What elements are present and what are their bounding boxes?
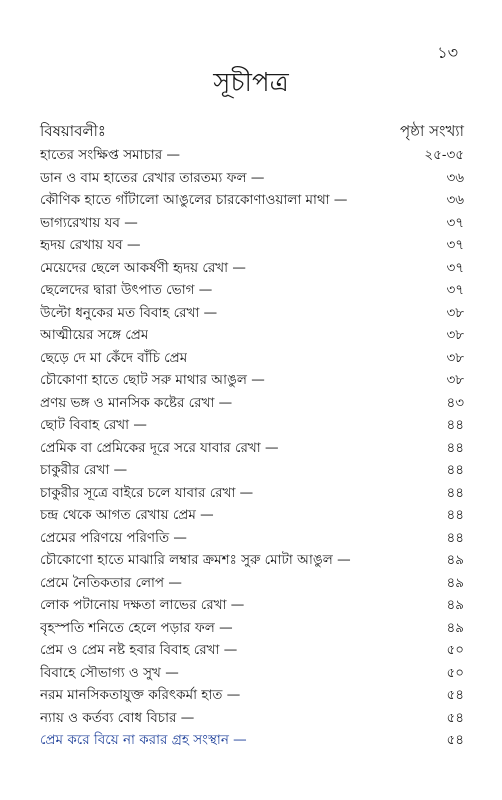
topics-header: বিষয়াবলীঃ — [40, 122, 106, 140]
entry-page: ৪৪ — [446, 507, 464, 523]
entry-label: মেয়েদের ছেলে আকর্ষণী হৃদয় রেখা — — [40, 259, 246, 276]
entry-page: ৫৪ — [446, 709, 464, 726]
entry-page: ৫০ — [446, 642, 464, 658]
entry-label: হৃদয় রেখায় যব — — [40, 237, 141, 253]
entry-page: ৩৭ — [446, 237, 464, 253]
list-item — [40, 257, 464, 280]
entry-label: প্রেমে নৈতিকতার লোপ — — [40, 574, 182, 591]
entry-label: আত্মীয়ের সঙ্গে প্রেম — [40, 327, 149, 343]
entry-page: ৩৮ — [446, 372, 464, 388]
list-item — [40, 347, 464, 370]
list-item — [40, 324, 464, 347]
list-item — [40, 482, 464, 505]
entry-page: ৩৬ — [446, 169, 464, 186]
page-count-header: পৃষ্ঠা সংখ্যা — [400, 122, 464, 140]
list-item — [40, 617, 464, 640]
entry-label: চাকুরীর রেখা — — [40, 462, 128, 478]
entry-page: ৫৪ — [446, 732, 464, 748]
entry-page: ৩৮ — [446, 327, 464, 343]
list-item — [40, 459, 464, 482]
list-item — [40, 527, 464, 550]
entry-page: ৪৯ — [446, 574, 464, 591]
entry-page: ৩৭ — [446, 282, 464, 298]
list-item — [40, 234, 464, 257]
list-item — [40, 594, 464, 617]
entry-page: ৪৯ — [446, 552, 464, 568]
entry-label: ডান ও বাম হাতের রেখার তারতম্য ফল — — [40, 169, 265, 186]
entry-label: প্রেমিক বা প্রেমিকের দূরে সরে যাবার রেখা — — [40, 439, 279, 456]
entry-label: চন্দ্র থেকে আগত রেখায় প্রেম — — [40, 507, 214, 523]
entry-page: ৪৪ — [446, 439, 464, 456]
entry-label: লোক পটানোয় দক্ষতা লাভের রেখা — — [40, 597, 245, 613]
entry-page: ৪৪ — [446, 529, 464, 546]
entry-page: ৪৪ — [446, 462, 464, 478]
list-item — [40, 684, 464, 707]
entry-label: নরম মানসিকতাযুক্ত করিৎকর্মা হাত — — [40, 687, 241, 703]
column-headers — [40, 120, 464, 145]
entry-page: ৩৬ — [446, 192, 464, 208]
entry-label: প্রণয় ভঙ্গ ও মানসিক কষ্টের রেখা — — [40, 394, 233, 411]
entry-page: ৪৯ — [446, 619, 464, 636]
entry-label: চাকুরীর সূত্রে বাইরে চলে যাবার রেখা — — [40, 484, 254, 501]
entry-page: ৩৭ — [446, 259, 464, 276]
page-title: সূচীপত্র — [213, 68, 289, 98]
list-item — [40, 707, 464, 730]
entry-label: চৌকোণো হাতে মাঝারি লম্বার ক্রমশঃ সুরু মোটা আঙুল — — [40, 552, 351, 568]
list-item — [40, 414, 464, 437]
list-item — [40, 639, 464, 662]
entry-label: প্রেম করে বিয়ে না করার গ্রহ সংস্থান — — [40, 732, 247, 748]
entry-label: কৌণিক হাতে গাঁটালো আঙুলের চারকোণাওয়ালা মাথা — — [40, 192, 348, 208]
list-item — [40, 212, 464, 235]
list-item — [40, 369, 464, 392]
list-item — [40, 279, 464, 302]
entry-page: ৩৭ — [446, 214, 464, 231]
page-number: ১৩ — [437, 43, 458, 62]
entry-label: বিবাহে সৌভাগ্য ও সুখ — — [40, 664, 179, 681]
list-item — [40, 504, 464, 527]
entry-page: ৪৯ — [446, 597, 464, 613]
entry-label: ছেলেদের দ্বারা উৎপাত ভোগ — — [40, 282, 213, 298]
list-item — [40, 144, 464, 167]
entry-page: ৪৩ — [446, 394, 464, 411]
entry-label: ছোট বিবাহ রেখা — — [40, 417, 147, 433]
entry-label: ভাগ্যরেখায় যব — — [40, 214, 138, 231]
entry-page: ৩৮ — [446, 349, 464, 366]
entry-page: ৪৪ — [446, 484, 464, 501]
entry-page: ২৫-৩৫ — [424, 147, 464, 163]
entry-label: ন্যায় ও কর্তব্য বোধ বিচার — — [40, 709, 195, 726]
entry-label: ছেড়ে দে মা কেঁদে বাঁচি প্রেম — [40, 349, 188, 366]
list-item — [40, 189, 464, 212]
list-item — [40, 167, 464, 190]
entry-label: হাতের সংক্ষিপ্ত সমাচার — — [40, 147, 180, 163]
contents-list — [40, 144, 464, 752]
entry-label: চৌকোণা হাতে ছোট সরু মাথার আঙুল — — [40, 372, 265, 388]
entry-label: বৃহস্পতি শনিতে হেলে পড়ার ফল — — [40, 619, 233, 636]
list-item — [40, 572, 464, 595]
entry-page: ৫০ — [446, 664, 464, 681]
list-item — [40, 549, 464, 572]
list-item — [40, 302, 464, 325]
entry-label: প্রেমের পরিণয়ে পরিণতি — — [40, 529, 187, 546]
entry-page: ৪৪ — [446, 417, 464, 433]
list-item — [40, 729, 464, 752]
list-item — [40, 437, 464, 460]
list-item — [40, 392, 464, 415]
entry-page: ৫৪ — [446, 687, 464, 703]
list-item — [40, 662, 464, 685]
entry-page: ৩৮ — [446, 304, 464, 321]
entry-label: প্রেম ও প্রেম নষ্ট হবার বিবাহ রেখা — — [40, 642, 238, 658]
entry-label: উল্টো ধনুকের মত বিবাহ রেখা — — [40, 304, 218, 321]
